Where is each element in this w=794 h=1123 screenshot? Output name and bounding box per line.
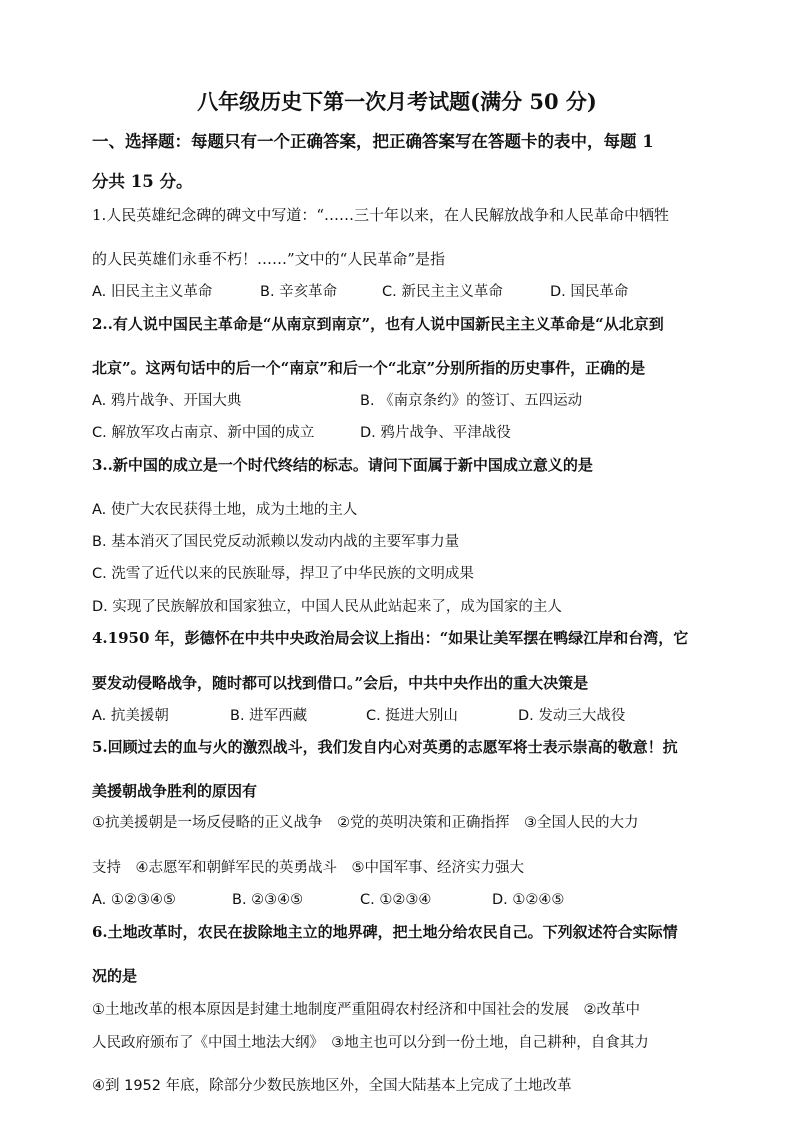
question-4-options — [92, 706, 625, 726]
question-6-stem-line1: 6.土地改革时，农民在拔除地主立的地界碑，把土地分给农民自己。下列叙述符合实际情 — [92, 923, 678, 941]
question-6-items-line3: ④到 1952 年底，除部分少数民族地区外，全国大陆基本上完成了土地改革 — [92, 1078, 572, 1094]
question-1-option-a: A. 旧民主主义革命 — [92, 284, 213, 300]
question-4-stem-line1: 4.1950 年，彭德怀在中共中央政治局会议上指出：“如果让美军摆在鸭绿江岸和台湾，它 — [92, 629, 689, 647]
question-5-items-line2: 支持 ④志愿军和朝鲜军民的英勇战斗 ⑤中国军事、经济实力强大 — [92, 860, 524, 876]
question-2-stem-line1: 2..有人说中国民主革命是“从南京到南京”，也有人说中国新民主主义革命是“从北京到 — [92, 315, 664, 333]
question-2-option-d: D. 鸦片战争、平津战役 — [360, 425, 511, 441]
question-4-option-b: B. 进军西藏 — [230, 708, 308, 724]
question-1-option-c: C. 新民主主义革命 — [382, 284, 503, 300]
question-2-option-c: C. 解放军攻占南京、新中国的成立 — [92, 425, 315, 441]
question-2-options-row1 — [92, 391, 582, 411]
question-6-items-line1: ①土地改革的根本原因是封建土地制度严重阻碍农村经济和中国社会的发展 ②改革中 — [92, 1002, 640, 1018]
question-5-stem-line1: 5.回顾过去的血与火的激烈战斗，我们发自内心对英勇的志愿军将士表示崇高的敬意！抗 — [92, 738, 678, 756]
question-1-stem-line1: 1.人民英雄纪念碑的碑文中写道：“……三十年以来，在人民解放战争和人民革命中牺牲 — [92, 206, 669, 224]
question-1-options — [92, 282, 628, 302]
question-3-option-a: A. 使广大农民获得土地，成为土地的主人 — [92, 502, 358, 518]
question-3-option-d: D. 实现了民族解放和国家独立，中国人民从此站起来了，成为国家的主人 — [92, 599, 562, 615]
question-3-option-c: C. 洗雪了近代以来的民族耻辱，捍卫了中华民族的文明成果 — [92, 566, 474, 582]
question-5-options — [92, 890, 564, 910]
question-1-stem-line2: 的人民英雄们永垂不朽！……”文中的“人民革命”是指 — [92, 250, 446, 268]
question-5-option-b: B. ②③④⑤ — [232, 892, 304, 908]
question-4-option-c: C. 挺进大别山 — [366, 708, 458, 724]
question-3-option-b: B. 基本消灭了国民党反动派赖以发动内战的主要军事力量 — [92, 534, 460, 550]
question-5-option-d: D. ①②④⑤ — [492, 892, 565, 908]
question-2-options-row2 — [92, 423, 511, 443]
question-5-items-line1: ①抗美援朝是一场反侵略的正义战争 ②党的英明决策和正确指挥 ③全国人民的大力 — [92, 815, 639, 831]
question-6-stem-line2: 况的是 — [92, 967, 138, 985]
question-4-option-a: A. 抗美援朝 — [92, 708, 169, 724]
exam-title: 八年级历史下第一次月考试题(满分 50 分) — [197, 89, 597, 114]
section-heading-line1: 一、选择题：每题只有一个正确答案，把正确答案写在答题卡的表中，每题 1 — [92, 132, 654, 151]
question-2-stem-line2: 北京”。这两句话中的后一个“南京”和后一个“北京”分别所指的历史事件，正确的是 — [92, 359, 646, 377]
question-2-option-b: B. 《南京条约》的签订、五四运动 — [360, 393, 583, 409]
question-5-option-a: A. ①②③④⑤ — [92, 892, 176, 908]
question-5-stem-line2: 美援朝战争胜利的原因有 — [92, 782, 258, 800]
question-4-option-d: D. 发动三大战役 — [518, 708, 626, 724]
question-5-option-c: C. ①②③④ — [360, 892, 432, 908]
question-3-stem: 3..新中国的成立是一个时代终结的标志。请问下面属于新中国成立意义的是 — [92, 456, 593, 474]
question-4-stem-line2: 要发动侵略战争，随时都可以找到借口。”会后，中共中央作出的重大决策是 — [92, 674, 589, 692]
question-1-option-b: B. 辛亥革命 — [260, 284, 338, 300]
question-1-option-d: D. 国民革命 — [550, 284, 629, 300]
question-6-items-line2: 人民政府颁布了《中国土地法大纲》 ③地主也可以分到一份土地，自己耕种，自食其力 — [92, 1035, 649, 1051]
question-2-option-a: A. 鸦片战争、开国大典 — [92, 393, 242, 409]
section-heading-line2: 分共 15 分。 — [92, 172, 193, 191]
